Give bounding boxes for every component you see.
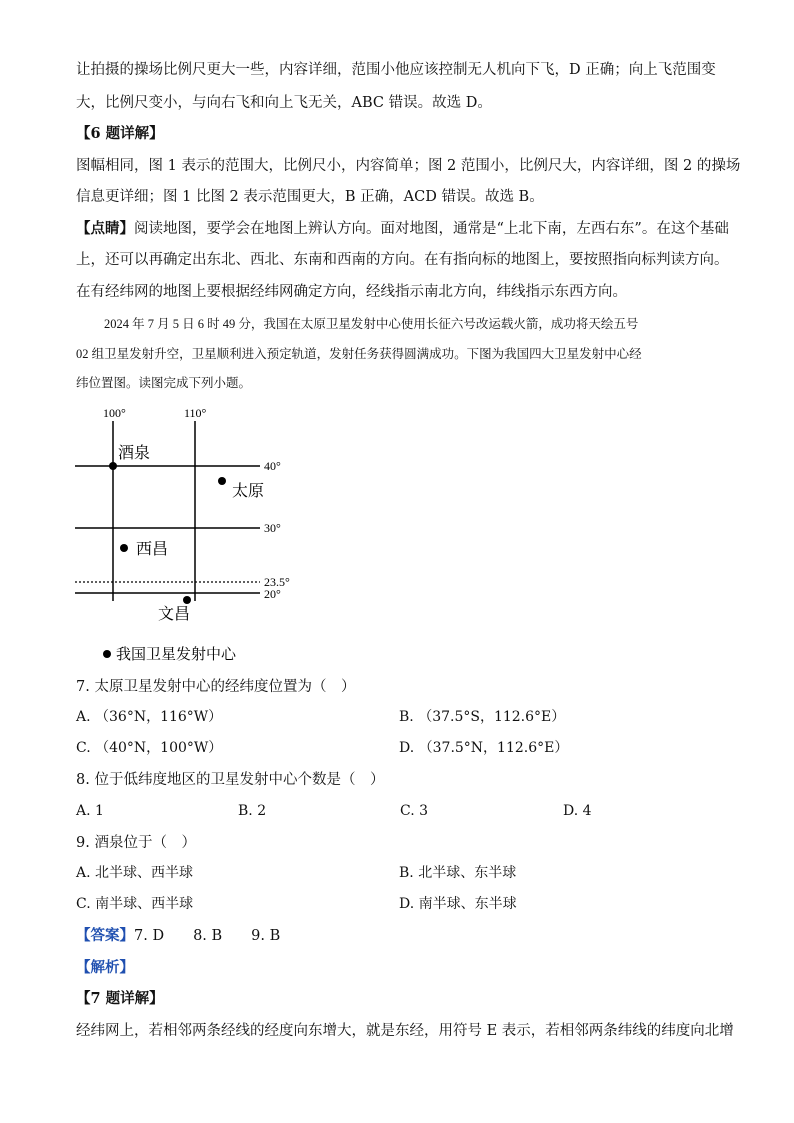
text-line: 信息更详细；图 1 比图 2 表示范围更大，B 正确，ACD 错误。故选 B。 xyxy=(76,189,544,205)
analysis-label: 【解析】 xyxy=(76,959,134,976)
q7-detail-text: 经纬网上，若相邻两条经线的经度向东增大，就是东经，用符号 E 表示，若相邻两条纬线的纬度向北增 xyxy=(76,1023,734,1039)
q6-heading: 【6 题详解】 xyxy=(76,125,164,142)
text-line: 上，还可以再确定出东北、西北、东南和西南的方向。在有指向标的地图上，要按照指向标判读方向。 xyxy=(76,252,729,268)
launch-center-map xyxy=(60,400,320,670)
q9-option-c[interactable]: C. 南半球、西半球 xyxy=(76,896,194,912)
legend-marker xyxy=(103,650,111,658)
text-line: 纬位置图。读图完成下列小题。 xyxy=(76,376,252,390)
q9-option-a[interactable]: A. 北半球、西半球 xyxy=(76,865,194,881)
site-marker-wenchang xyxy=(183,596,191,604)
q7-heading: 【7 题详解】 xyxy=(76,990,164,1007)
lat-label: 40° xyxy=(264,459,281,473)
lat-label: 30° xyxy=(264,521,281,535)
text-line: 大，比例尺变小，与向右飞和向上飞无关，ABC 错误。故选 D。 xyxy=(76,95,492,111)
text-line xyxy=(76,219,729,239)
answer-label: 【答案】 xyxy=(76,927,134,944)
q8-option-a[interactable]: A. 1 xyxy=(76,803,104,819)
site-label-jiuquan: 酒泉 xyxy=(118,445,151,462)
q8-option-c[interactable]: C. 3 xyxy=(400,803,429,819)
q7-stem: 7. 太原卫星发射中心的经纬度位置为（ ） xyxy=(76,679,356,695)
site-marker-xichang xyxy=(120,544,128,552)
site-label-taiyuan: 太原 xyxy=(232,483,265,500)
q9-option-b[interactable]: B. 北半球、东半球 xyxy=(399,865,517,881)
tip-label: 【点睛】 xyxy=(76,220,134,237)
q9-stem: 9. 酒泉位于（ ） xyxy=(76,835,196,851)
q9-option-d[interactable]: D. 南半球、东半球 xyxy=(399,896,517,912)
tip-text: 阅读地图，要学会在地图上辨认方向。面对地图，通常是“上北下南，左西右东”。在这个基础 xyxy=(134,221,729,237)
q7-option-a[interactable]: A. （36°N，116°W） xyxy=(76,709,223,725)
lon-label: 110° xyxy=(184,406,207,420)
q8-stem: 8. 位于低纬度地区的卫星发射中心个数是（ ） xyxy=(76,772,385,788)
lat-label: 23.5° xyxy=(264,575,290,589)
text-line: 2024 年 7 月 5 日 6 时 49 分，我国在太原卫星发射中心使用长征六号改运载火箭，成功将天绘五号 xyxy=(104,317,639,331)
site-label-wenchang: 文昌 xyxy=(158,606,191,623)
lat-label: 20° xyxy=(264,587,281,601)
text-line: 02 组卫星发射升空，卫星顺利进入预定轨道，发射任务获得圆满成功。下图为我国四大卫星发射中心经 xyxy=(76,347,642,361)
q7-option-b[interactable]: B. （37.5°S，112.6°E） xyxy=(399,709,566,725)
legend-label: 我国卫星发射中心 xyxy=(116,647,237,663)
q8-option-b[interactable]: B. 2 xyxy=(238,803,267,819)
site-marker-jiuquan xyxy=(109,462,117,470)
site-label-xichang: 西昌 xyxy=(136,541,169,558)
text-line: 图幅相同，图 1 表示的范围大，比例尺小，内容简单；图 2 范围小，比例尺大，内容详细，图 2 的操场 xyxy=(76,158,741,174)
q7-option-c[interactable]: C. （40°N，100°W） xyxy=(76,740,223,756)
site-marker-taiyuan xyxy=(218,477,226,485)
answer-line xyxy=(76,926,280,946)
answer-text: 7. D 8. B 9. B xyxy=(134,928,281,944)
text-line: 在有经纬网的地图上要根据经纬网确定方向，经线指示南北方向，纬线指示东西方向。 xyxy=(76,284,627,300)
q7-option-d[interactable]: D. （37.5°N，112.6°E） xyxy=(399,740,569,756)
text-line: 让拍摄的操场比例尺更大一些，内容详细，范围小他应该控制无人机向下飞，D 正确；向上飞范围变 xyxy=(76,62,716,78)
lon-label: 100° xyxy=(103,406,126,420)
q8-option-d[interactable]: D. 4 xyxy=(563,803,592,819)
